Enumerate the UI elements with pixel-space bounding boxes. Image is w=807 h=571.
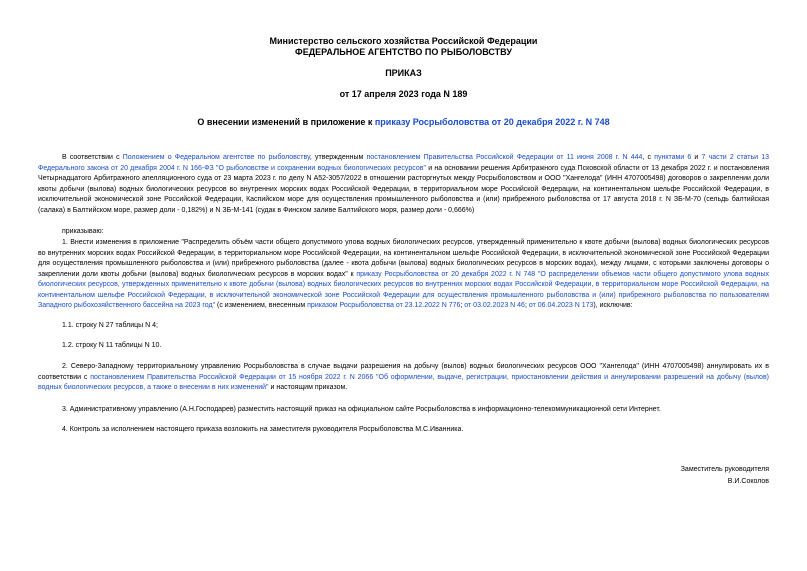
item-1-text: ), исключив: — [593, 302, 633, 309]
preamble-text: , утвержденным — [309, 154, 367, 161]
item-1-1: 1.1. строку N 27 таблицы N 4; — [62, 322, 158, 329]
order-173-link[interactable]: от 06.04.2023 N 173 — [528, 302, 594, 309]
ministry-name: Министерство сельского хозяйства Российской Федерации — [269, 36, 538, 46]
item-2-text: 2. Северо-Западному территориальному управлению Росрыболовства в случае выдачи разрешения на добычу (вылов) водных биологических ресурсов ООО "Хангелода" (ИНН 4707005498) аннулировать их в соответствии с — [38, 363, 769, 381]
item-2-text: и настоящим приказом. — [268, 384, 348, 391]
order-748-link[interactable]: приказу Росрыболовства от 20 декабря 2022 г. N 748 "О распределении объемов части общего допустимого улова водных биологических ресурсов, утвержденных применительно к квоте добычи (вылова) водных биологических ресурсов во внутренних морских водах Российской Федерации, в территориальном море Российской Федерации, на континентальном шельфе Российской Федерации, в исключительной экономической зоне Российской Федерации для осуществления промышленного рыболовства и (или) прибрежного рыболовства по пользователям Западного рыбохозяйственного бассейна на 2023 год" — [38, 270, 769, 309]
title-order-link[interactable]: приказу Росрыболовства от 20 декабря 2022 г. N 748 — [374, 117, 610, 127]
title-prefix: О внесении изменений в приложение к — [197, 117, 375, 127]
signatory-name: В.И.Соколов — [727, 478, 769, 485]
item-1-paragraph — [38, 238, 769, 312]
preamble-paragraph — [38, 153, 769, 216]
order-776-link[interactable]: приказом Росрыболовства от 23.12.2022 N 776 — [307, 302, 461, 309]
item-1-text: (с изменением, внесенным — [215, 302, 308, 309]
decree-2066-link[interactable]: постановлением Правительства Российской Федерации от 15 ноября 2022 г. N 2066 "Об оформлении, выдаче, регистрации, приостановлении действия и аннулировании разрешений на добычу (вылов) водных биологических ресурсов, а также о внесении в них изменений" — [38, 373, 769, 391]
preamble-text: В соответствии с — [62, 154, 123, 161]
document-title — [0, 117, 807, 128]
item-1-text: ; — [460, 302, 465, 309]
regulation-link[interactable]: Положением о Федеральном агентстве по рыболовству — [122, 154, 310, 161]
order-word: приказываю: — [62, 228, 104, 235]
item-4: 4. Контроль за исполнением настоящего приказа возложить на заместителя руководителя Росрыболовства М.С.Иванника. — [62, 426, 464, 433]
item-1-text: 1. Внести изменения в приложение "Распределить объём части общего допустимого улова водных биологических ресурсов, утвержденный применительно к квоте добычи (вылова) водных биологических ресурсов во внутренних морских водах Российской Федерации, в территориальном море Российской Федерации, на континентальном шельфе Российской Федерации, в исключительной экономической зоне Российской Федерации для осуществления промышленного рыболовства и (или) прибрежного рыболовства (далее - квота добычи (вылова) водных биологических ресурсов в морских водах), между лицами, с которыми заключены договоры о закреплении доли квоты добычи (вылова) водных биологических ресурсов в морских водах" к — [38, 239, 769, 278]
preamble-text: и — [691, 154, 702, 161]
preamble-text: , с — [642, 154, 655, 161]
signature-block — [681, 464, 769, 488]
item-2-paragraph — [38, 362, 769, 394]
item-1-text: ; — [524, 302, 529, 309]
government-decree-link[interactable]: постановлением Правительства Российской Федерации от 11 июня 2008 г. N 444 — [366, 154, 643, 161]
item-3: 3. Административному управлению (А.Н.Господарев) разместить настоящий приказ на официальном сайте Росрыболовства в информационно-телекоммуникационной сети Интернет. — [62, 406, 661, 413]
federal-law-link[interactable]: 7 части 2 статьи 13 Федерального закона от 20 декабря 2004 г. N 166-ФЗ "О рыболовстве и сохранении водных биологических ресурсов" — [38, 154, 769, 172]
clause-6-link[interactable]: пунктами 6 — [654, 154, 692, 161]
document-type: ПРИКАЗ — [385, 68, 422, 78]
signatory-position: Заместитель руководителя — [680, 466, 769, 473]
document-date-number: от 17 апреля 2023 года N 189 — [339, 89, 468, 99]
preamble-text: и на основании решения Арбитражного суда Псковской области от 13 декабря 2022 г. и постановления Четырнадцатого Арбитражного апелляционного суда от 23 марта 2023 г. по делу N А52-3057/2022 в отношении расторгнутых между Росрыболовством и ООО "Хангелода" (ИНН 4707005498) договоров о закреплении доли квоты добычи (вылова) водных биологических ресурсов во внутренних морских водах Российской Федерации, в территориальном море Российской Федерации, на континентальном шельфе Российской Федерации, в исключительной экономической зоне Российской Федерации, Каспийском море для осуществления промышленного рыболовства и (или) прибрежного рыболовства от 17 августа 2018 г. N ЗБ-М-70 (сельдь балтийская (салака) в Балтийском море, размер доли - 0,182%) и N ЗБ-М-141 (судак в Финском заливе Балтийского моря, размер доли - 0,666%) — [38, 164, 770, 214]
agency-name: ФЕДЕРАЛЬНОЕ АГЕНТСТВО ПО РЫБОЛОВСТВУ — [295, 47, 512, 57]
order-46-link[interactable]: от 03.02.2023 N 46 — [464, 302, 525, 309]
item-1-2: 1.2. строку N 11 таблицы N 10. — [62, 342, 162, 349]
